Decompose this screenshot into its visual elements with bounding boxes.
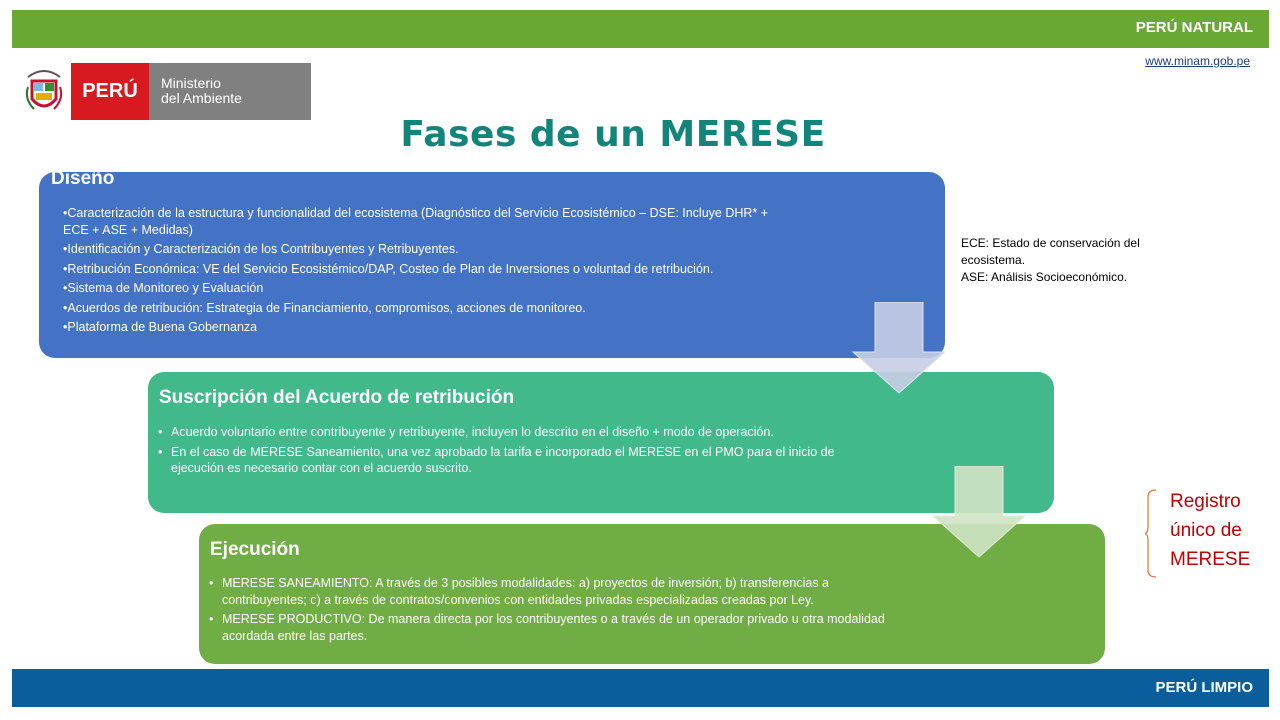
list-item: • En el caso de MERESE Saneamiento, una vez aprobado la tarifa e incorporado el MERESE en el PMO para el inicio de ejecución es necesario contar con el acuerdo suscrito. <box>158 444 858 477</box>
list-item: • Plataforma de Buena Gobernanza <box>63 319 783 336</box>
coat-of-arms-icon <box>24 67 64 117</box>
down-arrow-icon <box>851 302 947 394</box>
list-item: • Caracterización de la estructura y funcionalidad del ecosistema (Diagnóstico del Servicio Ecosistémico – DSE: Incluye DHR* + ECE + ASE + Medidas) <box>63 205 783 238</box>
ministry-website-link[interactable]: www.minam.gob.pe <box>1145 54 1250 68</box>
list-item: • Identificación y Caracterización de los Contribuyentes y Retribuyentes. <box>63 241 783 258</box>
registro-line-3: MERESE <box>1170 549 1251 570</box>
phase-design-heading: Diseño <box>51 168 115 189</box>
peru-wordmark: PERÚ <box>71 63 149 120</box>
left-bracket-icon <box>1144 489 1158 578</box>
note-ase: ASE: Análisis Socioeconómico. <box>961 270 1128 284</box>
slide-title: Fases de un MERESE <box>400 114 826 155</box>
list-item: • MERESE PRODUCTIVO: De manera directa por los contribuyentes o a través de un operador privado u otra modalidad acordada entre las partes. <box>209 611 909 644</box>
registro-line-2: único de <box>1170 520 1242 541</box>
list-item: • Acuerdos de retribución: Estrategia de Financiamiento, compromisos, acciones de monitoreo. <box>63 300 783 317</box>
list-item: • Retribución Económica: VE del Servicio Ecosistémico/DAP, Costeo de Plan de Inversiones o voluntad de retribución. <box>63 261 783 278</box>
note-ece: ECE: Estado de conservación del ecosistema. <box>961 236 1140 267</box>
phase-design-box <box>39 168 945 358</box>
registro-label <box>1170 487 1260 574</box>
list-item: • MERESE SANEAMIENTO: A través de 3 posibles modalidades: a) proyectos de inversión; b) transferencias a contribuyentes; c) a través de contratos/convenios con entidades privadas especializadas creadas por Ley. <box>209 575 909 608</box>
phase-design-list <box>63 205 783 339</box>
phase-agreement-heading: Suscripción del Acuerdo de retribución <box>159 387 515 408</box>
top-banner <box>12 10 1269 48</box>
acronym-notes <box>961 235 1176 286</box>
ministry-wordmark <box>149 63 311 120</box>
down-arrow-icon <box>931 466 1027 558</box>
phase-execution-list <box>209 575 909 647</box>
top-banner-tagline: PERÚ NATURAL <box>1135 19 1253 36</box>
bottom-banner <box>12 669 1269 707</box>
ministry-line-1: Ministerio <box>161 75 221 91</box>
bottom-banner-tagline: PERÚ LIMPIO <box>1155 679 1253 696</box>
list-item: • Sistema de Monitoreo y Evaluación <box>63 280 783 297</box>
registro-line-1: Registro <box>1170 491 1241 512</box>
phase-execution-heading: Ejecución <box>210 539 300 560</box>
ministry-line-2: del Ambiente <box>161 90 242 106</box>
phase-agreement-list <box>158 424 858 480</box>
list-item: • Acuerdo voluntario entre contribuyente y retribuyente, incluyen lo descrito en el diseño + modo de operación. <box>158 424 858 441</box>
